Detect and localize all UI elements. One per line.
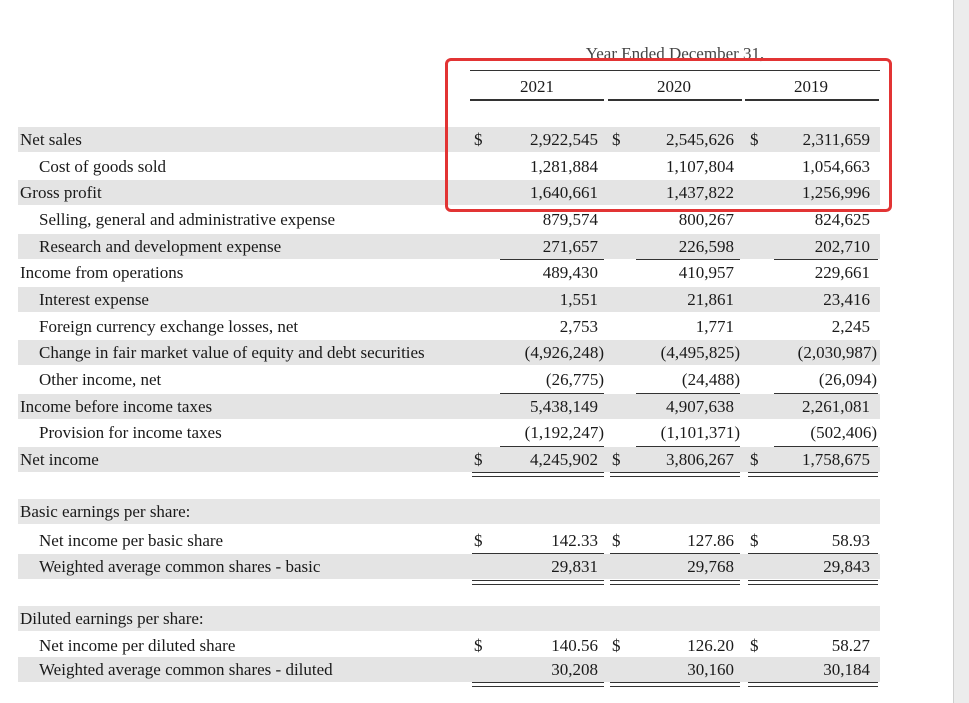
value-2020: 3,806,267 [666, 450, 734, 469]
section-heading: Diluted earnings per share: [20, 609, 204, 628]
value-2020: 127.86 [687, 531, 734, 550]
section-heading: Basic earnings per share: [20, 502, 191, 521]
total-double-rule [610, 682, 740, 687]
value-2020: 2,545,626 [666, 130, 734, 149]
row-label: Other income, net [39, 370, 162, 389]
year-2021-header: 2021 [520, 77, 554, 96]
table-row-income-before-taxes [18, 394, 880, 419]
section-diluted-eps [18, 606, 880, 631]
table-row-provision-for-taxes [18, 420, 880, 445]
currency-symbol: $ [750, 531, 759, 550]
table-row-basic-shares [18, 554, 880, 579]
section-basic-eps [18, 499, 880, 524]
value-2020: 21,861 [687, 290, 734, 309]
table-row-basic-eps [18, 528, 880, 553]
currency-symbol: $ [474, 450, 483, 469]
value-2019: 202,710 [814, 237, 870, 256]
row-label: Weighted average common shares - basic [39, 557, 321, 576]
row-label: Net sales [20, 130, 82, 149]
value-2019: 29,843 [823, 557, 870, 576]
value-2021: 2,922,545 [530, 130, 598, 149]
value-2019: 23,416 [823, 290, 870, 309]
value-2020: 29,768 [687, 557, 734, 576]
table-row-interest-expense [18, 287, 880, 312]
table-row-fx-losses [18, 314, 880, 339]
value-2019: 1,758,675 [802, 450, 870, 469]
total-double-rule [610, 580, 740, 585]
total-double-rule [472, 682, 604, 687]
value-2020: (24,488) [681, 370, 740, 389]
value-2020: 30,160 [687, 660, 734, 679]
value-2019: (502,406) [810, 423, 877, 442]
highlight-box [445, 58, 892, 212]
value-2021: 30,208 [551, 660, 598, 679]
value-2020: 1,771 [695, 317, 734, 336]
value-2019: 824,625 [814, 210, 870, 229]
row-label: Income from operations [20, 263, 184, 282]
value-2021: 29,831 [551, 557, 598, 576]
value-2021: 271,657 [542, 237, 598, 256]
table-row-rd-expense [18, 234, 880, 259]
total-double-rule [472, 580, 604, 585]
year-2020-header: 2020 [657, 77, 691, 96]
row-label: Foreign currency exchange losses, net [39, 317, 299, 336]
value-2020: 126.20 [687, 636, 734, 655]
value-2021: 5,438,149 [530, 397, 598, 416]
value-2021: 1,281,884 [530, 157, 598, 176]
value-2019: 2,311,659 [802, 130, 870, 149]
value-2019: 30,184 [823, 660, 870, 679]
value-2021: (1,192,247) [524, 423, 604, 442]
currency-symbol: $ [474, 130, 483, 149]
row-label: Research and development expense [39, 237, 282, 256]
value-2021: (4,926,248) [524, 343, 604, 362]
total-double-rule [748, 682, 878, 687]
value-2021: 1,640,661 [530, 183, 598, 202]
value-2019: 2,245 [831, 317, 870, 336]
value-2021: 879,574 [542, 210, 598, 229]
currency-symbol: $ [750, 130, 759, 149]
table-row-other-income [18, 367, 880, 392]
value-2019: 58.27 [831, 636, 870, 655]
table-row-diluted-eps [18, 633, 880, 658]
currency-symbol: $ [474, 531, 483, 550]
row-label: Change in fair market value of equity and debt securities [39, 343, 425, 362]
row-label: Weighted average common shares - diluted [39, 660, 333, 679]
currency-symbol: $ [612, 450, 621, 469]
currency-symbol: $ [612, 130, 621, 149]
currency-symbol: $ [612, 531, 621, 550]
table-row-diluted-shares [18, 657, 880, 682]
value-2019: (26,094) [818, 370, 877, 389]
value-2019: 229,661 [814, 263, 870, 282]
value-2019: 1,054,663 [802, 157, 870, 176]
value-2021: (26,775) [545, 370, 604, 389]
total-double-rule [610, 472, 740, 477]
table-row-fair-value-change [18, 340, 880, 365]
period-title: Year Ended December 31, [585, 44, 765, 63]
scrollbar-track[interactable] [953, 0, 969, 703]
total-double-rule [748, 472, 878, 477]
row-label: Selling, general and administrative expense [39, 210, 335, 229]
value-2019: 1,256,996 [802, 183, 870, 202]
currency-symbol: $ [612, 636, 621, 655]
value-2019: 2,261,081 [802, 397, 870, 416]
value-2019: (2,030,987) [797, 343, 877, 362]
value-2021: 4,245,902 [530, 450, 598, 469]
row-label: Gross profit [20, 183, 102, 202]
value-2020: (4,495,825) [660, 343, 740, 362]
value-2020: 410,957 [678, 263, 734, 282]
row-label: Cost of goods sold [39, 157, 167, 176]
value-2020: 1,437,822 [666, 183, 734, 202]
value-2020: 4,907,638 [666, 397, 734, 416]
value-2020: (1,101,371) [660, 423, 740, 442]
row-label: Provision for income taxes [39, 423, 222, 442]
value-2019: 58.93 [831, 531, 870, 550]
currency-symbol: $ [750, 450, 759, 469]
row-label: Net income per basic share [39, 531, 224, 550]
table-row-income-from-operations [18, 260, 880, 285]
total-double-rule [748, 580, 878, 585]
total-double-rule [472, 472, 604, 477]
row-label: Net income [20, 450, 99, 469]
value-2021: 140.56 [551, 636, 598, 655]
value-2020: 1,107,804 [666, 157, 734, 176]
row-label: Net income per diluted share [39, 636, 236, 655]
value-2021: 142.33 [551, 531, 598, 550]
value-2021: 1,551 [559, 290, 598, 309]
year-2019-header: 2019 [794, 77, 828, 96]
currency-symbol: $ [474, 636, 483, 655]
value-2020: 226,598 [678, 237, 734, 256]
currency-symbol: $ [750, 636, 759, 655]
value-2021: 489,430 [542, 263, 598, 282]
table-row-net-income [18, 447, 880, 472]
value-2021: 2,753 [559, 317, 598, 336]
row-label: Interest expense [39, 290, 149, 309]
row-label: Income before income taxes [20, 397, 213, 416]
value-2020: 800,267 [678, 210, 734, 229]
